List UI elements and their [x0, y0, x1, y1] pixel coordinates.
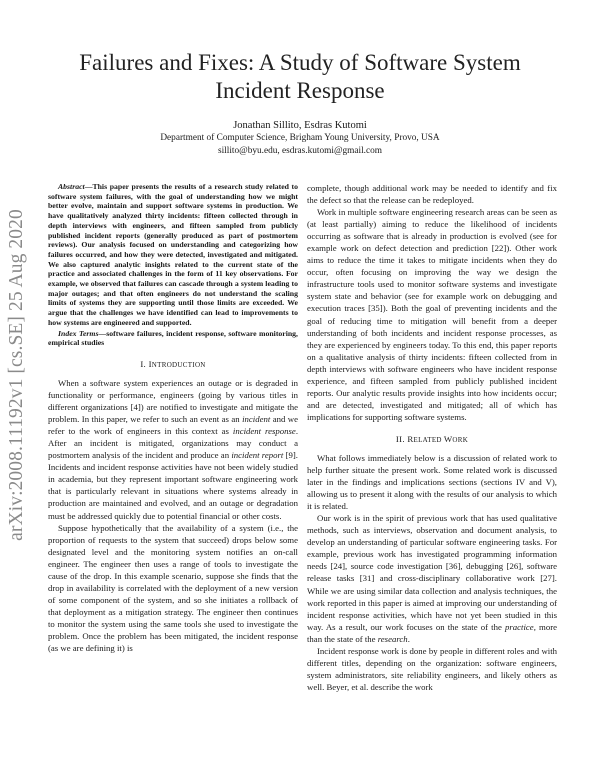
authors: Jonathan Sillito, Esdras Kutomi: [233, 120, 367, 131]
intro-paragraph-2: Suppose hypothetically that the availability of a system (i.e., the proportion of requests to the system that succeed) drops below some designated level and the monitoring system notifies an on-call engineer. The engineer then uses a range of tools to investigate the cause of the drop. In this example scenario, suppose she finds that the drop in availability is correlated with the deployment of a new version of some component of the system, and so she initiates a rollback of that deployment as a mitigation strategy. The engineer then continues to monitor the system using the same tools she used to investigate the problem. Once the problem has been mitigated, the incident response (as we are defining it) is: [48, 522, 298, 654]
arxiv-identifier: [2, 180, 32, 570]
intro-paragraph-2-continued: complete, though additional work may be needed to identify and fix the defect so that the release can be redeployed.: [307, 183, 557, 206]
intro-paragraph-1: When a software system experiences an outage or is degraded in functionality or performance, engineers (going by various titles in different organizations [4]) are notified to investigate and mitigate the problem. In this paper, we refer to such an event as an incident and we refer to the work of engineers in this context as incident response. After an incident is mitigated, organizations may conduct a postmortem analysis of the incident and produce an incident report [9]. Incidents and incident response activities have not been widely studied in academia, but they represent important software engineering work that is particularly relevant in situations where systems already in production are maintained and evolved, and an outage or degradation must be addressed quickly due to potential financial or other costs.: [48, 378, 299, 521]
section-heading-introduction: I. INTRODUCTION: [140, 358, 206, 369]
related-paragraph-1: What follows immediately below is a discussion of related work to help further situate the present work. Some related work is discussed later in the findings and implications sections (sections IV and V), allowing us to present it along with the results of our analysis to which it is related.: [307, 452, 557, 512]
related-paragraph-2: Our work is in the spirit of previous work that has used qualitative methods, such as interviews, observation and document analysis, to develop an understanding of particular software engineering tasks. For example, previous work has investigated programming information needs [24], source code investigation [36], debugging [26], software release tasks [31] and cross-disciplinary collaborative work [27]. While we are using similar data collection and analysis techniques, the work reported in this paper is aimed at improving our understanding of incident response activities, which have not yet been studied in this way. As a result, our work focuses on the state of the practice, more than the state of the research.: [307, 513, 557, 644]
index-terms-lead: Index Terms: [58, 328, 99, 338]
affiliation: Department of Computer Science, Brigham Young University, Provo, USA: [160, 133, 440, 143]
left-column: [48, 182, 298, 654]
intro-paragraph-3: Work in multiple software engineering research areas can be seen as (at least partially) aiming to reduce the likelihood of incidents occurring as software that is already in production is evolved (see for example work on defect detection and prediction [22]). Other work aims to reduce the time it takes to mitigate incidents when they do occur, often focusing on improving the way we design the infrastructure tools used to monitor software systems and investigate system state and behavior (see for example work on debugging and execution traces [35]). Both the goal of preventing incidents and the goal of reducing time to mitigation will benefit from a deeper understanding of both incidents and incident response processes, as they are experienced by engineers today. To this end, this paper reports on a qualitative analysis of thirty incidents: fifteen collected from in depth interviews with software engineers who have incident response experience, and fifteen sampled from publicly published incident reports. Our analytic results provide insights into how incidents occur; and are detected, investigated and mitigated; all of which has implications for supporting software systems.: [307, 207, 557, 422]
paper-title: Failures and Fixes: A Study of Software System Incident Response: [79, 50, 521, 103]
abstract: [48, 182, 298, 328]
index-terms-text: —software failures, incident response, software monitoring, empirical studies: [48, 328, 298, 348]
section-heading-related-work: II. RELATED WORK: [395, 433, 469, 444]
abstract-text: —This paper presents the results of a research study related to software system failures, with the goal of understanding how we might better evolve, maintain and support software systems in production. We have qualitatively analyzed thirty incidents: fifteen collected through in depth interviews with engineers, and fifteen sampled from publicly published incident reports (generally produced as part of postmortem reviews). Our analysis focused on understanding and categorizing how failures occurred, and how they were detected, investigated and mitigated. We also captured analytic insights related to the current state of the practice and associated challenges in the form of 11 key observations. For example, we observed that failures can cascade through a system leading to major outages; and that often engineers do not understand the scaling limits of systems they are supporting until those limits are exceeded. We argue that the challenges we have identified can lead to improvements to how systems are engineered and supported.: [48, 182, 298, 327]
arxiv-id-text: arXiv:2008.11192v1 [cs.SE] 25 Aug 2020: [6, 209, 28, 541]
related-paragraph-3: Incident response work is done by people in different roles and with different titles, depending on the organization: software engineers, system administrators, site reliability engineers, and likely others as well. Beyer, et al. describe the work: [307, 645, 557, 692]
abstract-lead: Abstract: [58, 182, 85, 191]
email: sillito@byu.edu, esdras.kutomi@gmail.com: [217, 146, 383, 156]
right-column: [307, 182, 557, 693]
index-terms: [48, 329, 298, 348]
